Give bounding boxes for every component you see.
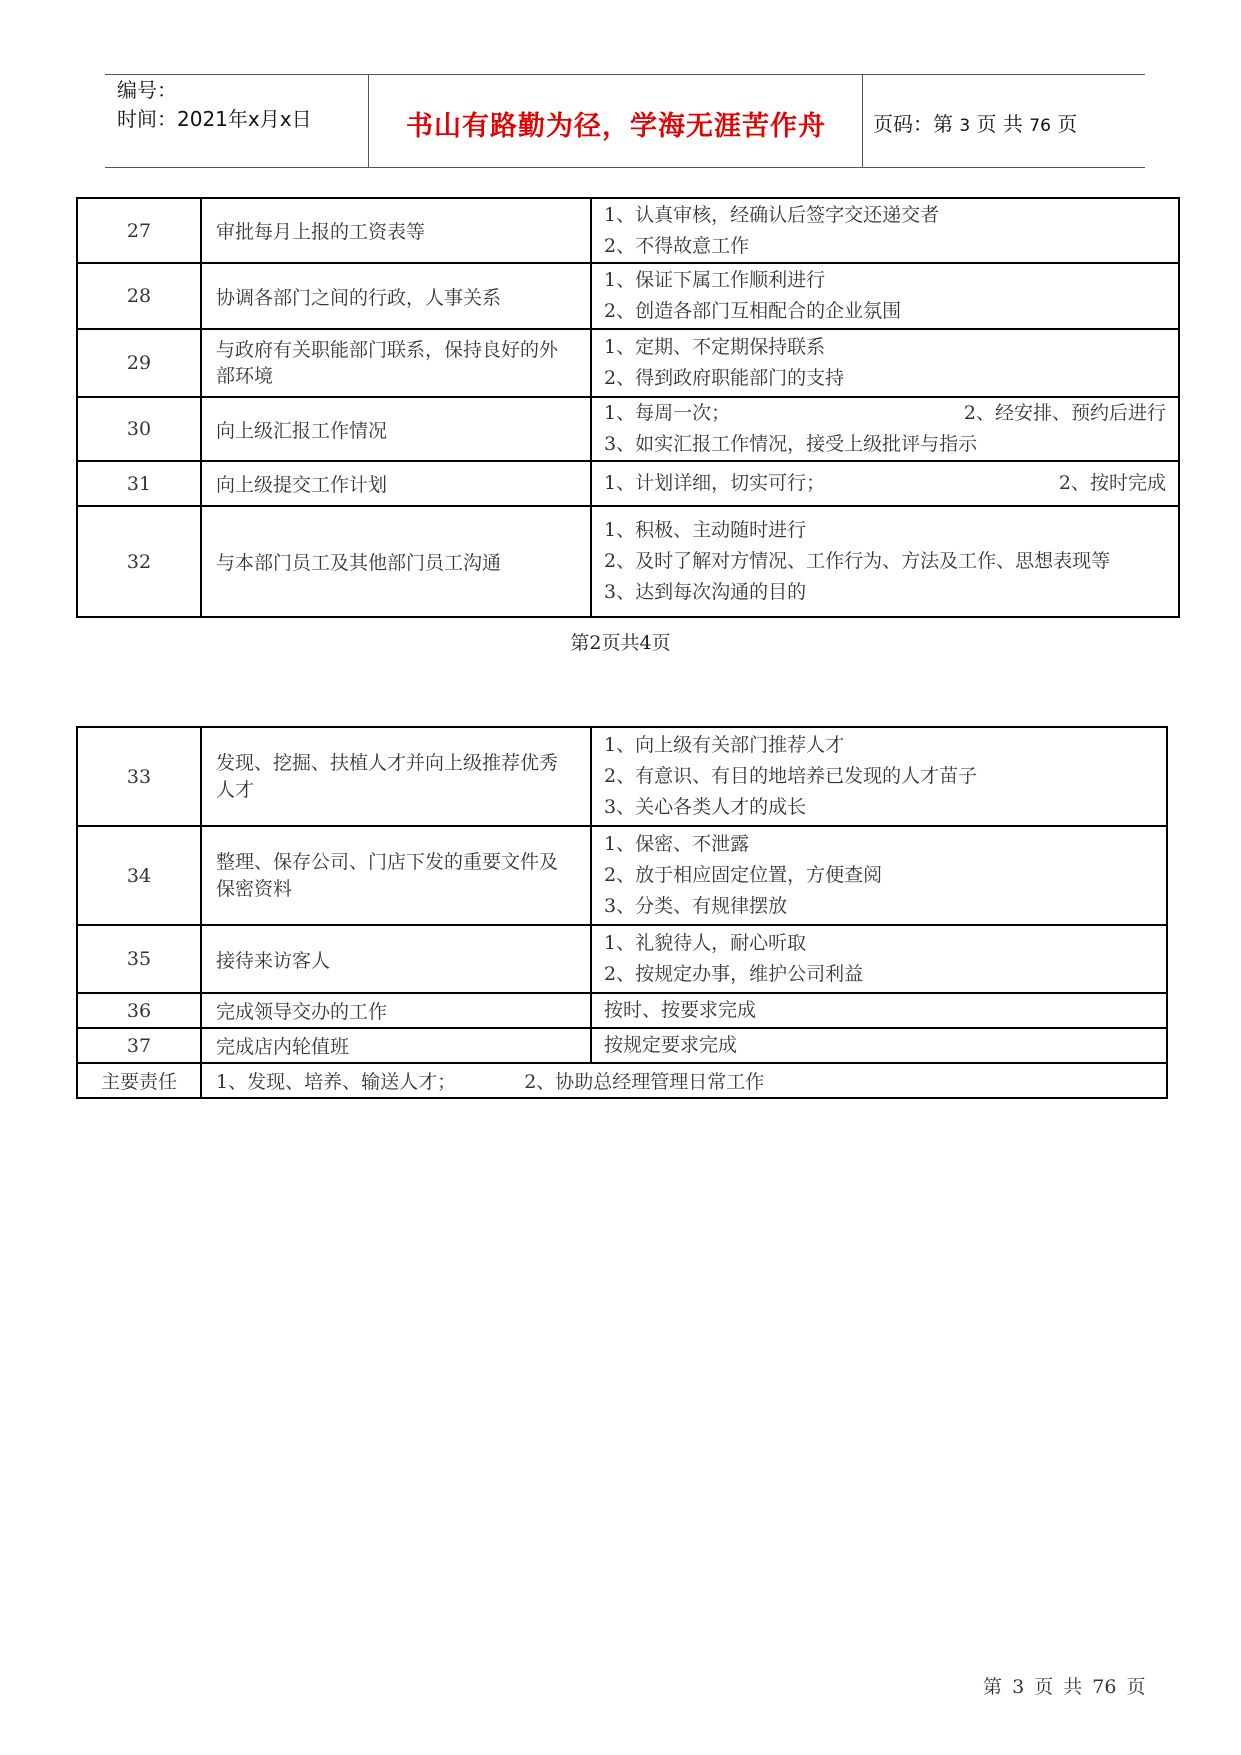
page-footer [983,1672,1146,1699]
header-divider-left [368,74,369,168]
requirement-line: 2、放于相应固定位置，方便查阅 [604,864,883,886]
requirement-line-split [604,398,1166,429]
row-number: 35 [77,925,201,993]
table-row [77,397,1179,461]
header-page-suffix: 页 [1057,112,1078,136]
row-requirements [591,925,1167,993]
row-requirements [591,263,1179,329]
footer-suffix: 页 [1126,1676,1146,1698]
row-task: 协调各部门之间的行政，人事关系 [201,263,591,329]
duties-table-1 [76,197,1180,618]
row-number: 36 [77,993,201,1028]
footer-prefix: 第 [983,1676,1003,1698]
row-number: 30 [77,397,201,461]
row-task: 完成店内轮值班 [201,1028,591,1063]
header-bottom-rule [105,167,1145,168]
row-requirements [591,727,1167,826]
row-number: 32 [77,506,201,617]
responsibility-label: 主要责任 [77,1063,201,1098]
requirement-part: 2、经安排、预约后进行 [963,402,1166,424]
requirement-line: 按时、按要求完成 [604,999,757,1021]
table-row [77,263,1179,329]
header-number-label: 编号： [117,78,177,102]
table-row [77,329,1179,397]
requirement-line: 1、礼貌待人，耐心听取 [604,932,807,954]
footer-page-number: 3 [1012,1676,1025,1698]
row-task: 与政府有关职能部门联系，保持良好的外部环境 [201,329,591,397]
row-task: 审批每月上报的工资表等 [201,198,591,263]
requirement-line: 3、关心各类人才的成长 [604,796,807,818]
requirement-line: 1、保证下属工作顺利进行 [604,269,826,291]
requirement-line: 3、达到每次沟通的目的 [604,581,807,603]
responsibility-item: 2、协助总经理管理日常工作 [524,1071,765,1093]
requirement-line: 1、保密、不泄露 [604,833,750,855]
row-number: 31 [77,461,201,506]
row-requirements [591,329,1179,397]
table-row [77,461,1179,506]
row-task: 接待来访客人 [201,925,591,993]
row-task: 发现、挖掘、扶植人才并向上级推荐优秀人才 [201,727,591,826]
footer-page-total: 76 [1092,1676,1117,1698]
requirement-line: 2、得到政府职能部门的支持 [604,367,845,389]
header-meta [117,76,312,134]
table-row [77,993,1167,1028]
requirement-line: 2、及时了解对方情况、工作行为、方法及工作、思想表现等 [604,550,1111,572]
responsibility-row [77,1063,1167,1098]
header-top-rule [105,74,1145,75]
row-number: 28 [77,263,201,329]
requirement-line: 3、如实汇报工作情况，接受上级批评与指示 [604,433,978,455]
row-task: 向上级汇报工作情况 [201,397,591,461]
row-requirements [591,397,1179,461]
header-motto: 书山有路勤为径，学海无涯苦作舟 [406,111,826,142]
row-task: 向上级提交工作计划 [201,461,591,506]
table-row [77,826,1167,925]
requirement-line: 1、积极、主动随时进行 [604,519,807,541]
requirement-part: 2、按时完成 [1058,472,1166,494]
header-page-prefix: 页码：第 [873,112,953,136]
header-page-mid: 页 共 [976,112,1023,136]
header-divider-right [862,74,863,168]
row-number: 37 [77,1028,201,1063]
requirement-line-split [604,468,1166,499]
row-task: 完成领导交办的工作 [201,993,591,1028]
section-page-footer: 第2页共4页 [570,632,671,654]
row-task: 整理、保存公司、门店下发的重要文件及保密资料 [201,826,591,925]
row-requirements [591,506,1179,617]
requirement-line: 1、认真审核，经确认后签字交还递交者 [604,203,940,226]
responsibility-item: 1、发现、培养、输送人才； [216,1071,457,1093]
table-row [77,727,1167,826]
table-row [77,1028,1167,1063]
header-page-info [873,108,1077,137]
row-requirements [591,826,1167,925]
table-row [77,506,1179,617]
table-row [77,198,1179,263]
requirement-line: 1、定期、不定期保持联系 [604,336,826,358]
requirement-line: 按规定要求完成 [604,1034,738,1056]
header-page-total: 76 [1029,116,1051,136]
requirement-part: 1、计划详细，切实可行； [604,472,826,494]
footer-mid: 页 共 [1034,1676,1083,1698]
row-number: 27 [77,198,201,263]
header-page-number: 3 [959,116,971,136]
requirement-line: 1、向上级有关部门推荐人才 [604,734,845,756]
row-requirements [591,461,1179,506]
responsibility-content [201,1063,1167,1098]
duties-table-2 [76,726,1168,1099]
requirement-line: 2、有意识、有目的地培养已发现的人才苗子 [604,765,978,787]
requirement-part: 1、每周一次； [604,402,731,424]
requirement-line: 3、分类、有规律摆放 [604,895,788,917]
row-number: 34 [77,826,201,925]
row-number: 33 [77,727,201,826]
requirement-line: 2、不得故意工作 [604,234,750,257]
row-requirements [591,1028,1167,1063]
row-number: 29 [77,329,201,397]
row-task: 与本部门员工及其他部门员工沟通 [201,506,591,617]
requirement-line: 2、创造各部门互相配合的企业氛围 [604,300,902,322]
row-requirements [591,993,1167,1028]
requirement-line: 2、按规定办事，维护公司利益 [604,963,864,985]
row-requirements [591,198,1179,263]
table-row [77,925,1167,993]
header-time-label: 时间：2021年x月x日 [117,107,312,131]
